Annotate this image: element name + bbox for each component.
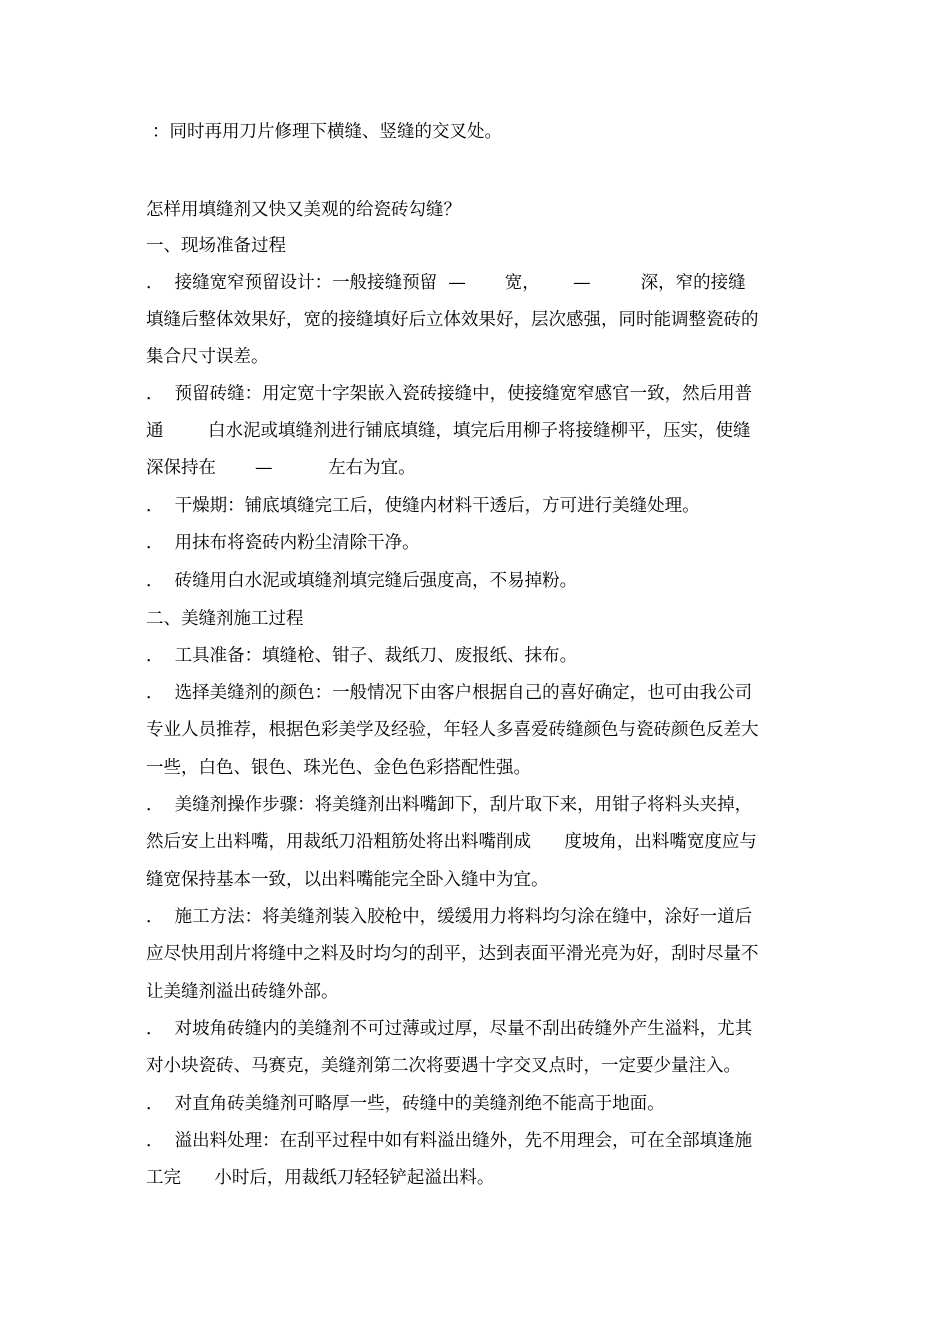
text-line: ． 美缝剂操作步骤：将美缝剂出料嘴卸下，刮片取下来，用钳子将料头夹掉， xyxy=(146,795,753,815)
text-line: 应尽快用刮片将缝中之料及时均匀的刮平，达到表面平滑光亮为好，刮时尽量不 xyxy=(146,944,759,964)
text-line: ． 对直角砖美缝剂可略厚一些，砖缝中的美缝剂绝不能高于地面。 xyxy=(146,1094,665,1114)
section-heading: 二、美缝剂施工过程 xyxy=(146,609,304,629)
text-line: ． 施工方法：将美缝剂装入胶枪中，缓缓用力将料均匀涂在缝中，涂好一道后 xyxy=(146,907,753,927)
text-line: ． 砖缝用白水泥或填缝剂填完缝后强度高，不易掉粉。 xyxy=(146,571,578,591)
text-line: ． 工具准备：填缝枪、钳子、裁纸刀、废报纸、抹布。 xyxy=(146,646,578,666)
text-line: ． 选择美缝剂的颜色：一般情况下由客户根据自己的喜好确定，也可由我公司 xyxy=(146,683,753,703)
text-line: 深保持在 — 左右为宜。 xyxy=(146,458,416,478)
text-line: ． 用抹布将瓷砖内粉尘清除干净。 xyxy=(146,533,420,553)
text-line: 然后安上出料嘴，用裁纸刀沿粗筋处将出料嘴削成 度坡角，出料嘴宽度应与 xyxy=(146,832,757,852)
text-line: ． 对坡角砖缝内的美缝剂不可过薄或过厚，尽量不刮出砖缝外产生溢料，尤其 xyxy=(146,1019,753,1039)
text-line: 通 白水泥或填缝剂进行铺底填缝，填完后用柳子将接缝柳平，压实，使缝 xyxy=(146,421,751,441)
text-line: ． 干燥期：铺底填缝完工后，使缝内材料干透后，方可进行美缝处理。 xyxy=(146,496,700,516)
text-line: 一些，白色、银色、珠光色、金色色彩搭配性强。 xyxy=(146,758,531,778)
text-line: 让美缝剂溢出砖缝外部。 xyxy=(146,982,339,1002)
text-line: ． 预留砖缝：用定宽十字架嵌入瓷砖接缝中，使接缝宽窄感官一致，然后用普 xyxy=(146,384,753,404)
text-line: ． 溢出料处理：在刮平过程中如有料溢出缝外，先不用理会，可在全部填逢施 xyxy=(146,1131,753,1151)
text-line: ． 接缝宽窄预留设计：一般接缝预留 — 宽， — 深，窄的接缝 xyxy=(146,273,746,293)
section-heading: 一、现场准备过程 xyxy=(146,236,286,256)
text-line: 对小块瓷砖、马赛克，美缝剂第二次将要遇十字交叉点时，一定要少量注入。 xyxy=(146,1056,741,1076)
text-line: ：同时再用刀片修理下横缝、竖缝的交叉处。 xyxy=(152,122,502,142)
text-line: 集合尺寸误差。 xyxy=(146,347,269,367)
text-line: 填缝后整体效果好，宽的接缝填好后立体效果好，层次感强，同时能调整瓷砖的 xyxy=(146,310,759,330)
section-title: 怎样用填缝剂又快又美观的给瓷砖勾缝？ xyxy=(146,200,461,220)
text-line: 工完 小时后，用裁纸刀轻轻铲起溢出料。 xyxy=(146,1168,495,1188)
text-line: 专业人员推荐，根据色彩美学及经验，年轻人多喜爱砖缝颜色与瓷砖颜色反差大 xyxy=(146,720,759,740)
text-line: 缝宽保持基本一致，以出料嘴能完全卧入缝中为宜。 xyxy=(146,870,549,890)
